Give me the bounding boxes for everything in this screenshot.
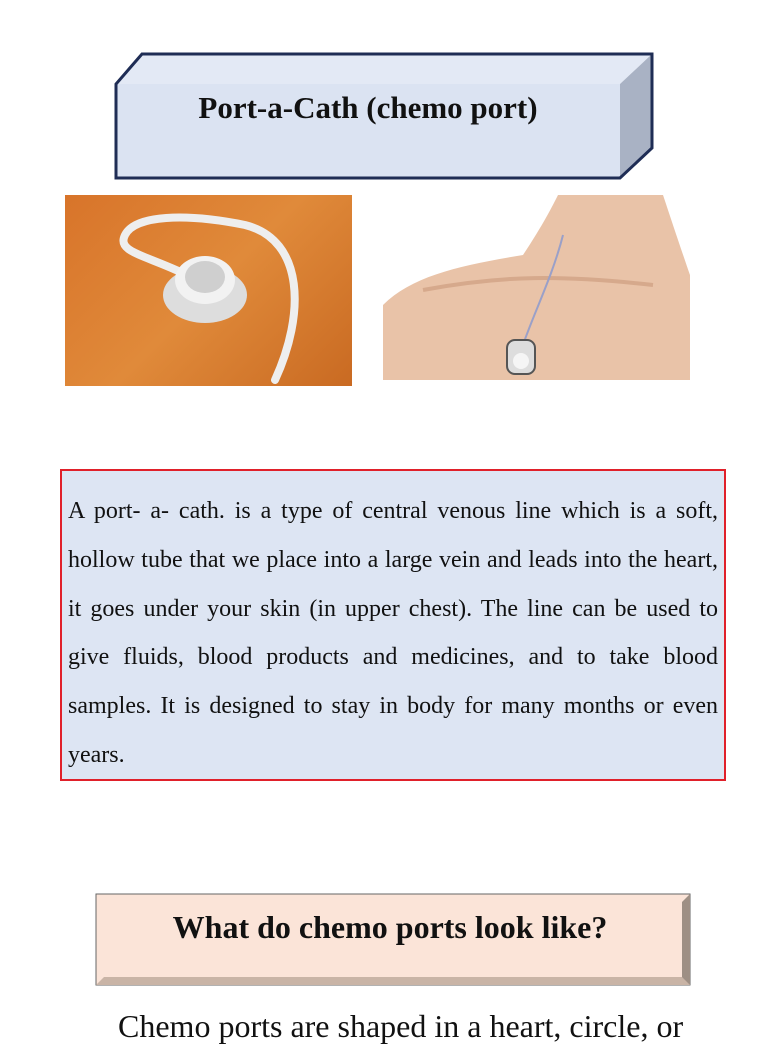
section-heading: What do chemo ports look like? (172, 909, 608, 945)
title-banner (114, 52, 654, 180)
page-title: Port-a-Cath (chemo port) (198, 90, 538, 125)
description-text: A port- a- cath. is a type of central venous line which is a soft, hollow tube that we place into a large vein and leads into the heart, it goes under your skin (in upper chest). The line can be used to give fluids, blood products and medicines, and to take blood samples. It is designed to stay in body for many months or even years. (68, 498, 718, 768)
description-box (60, 469, 726, 781)
section-heading-banner (95, 893, 691, 986)
port-device-photo (65, 195, 352, 386)
chest-port-illustration (383, 195, 690, 380)
body-text-partial: Chemo ports are shaped in a heart, circle, or (118, 1008, 684, 1044)
